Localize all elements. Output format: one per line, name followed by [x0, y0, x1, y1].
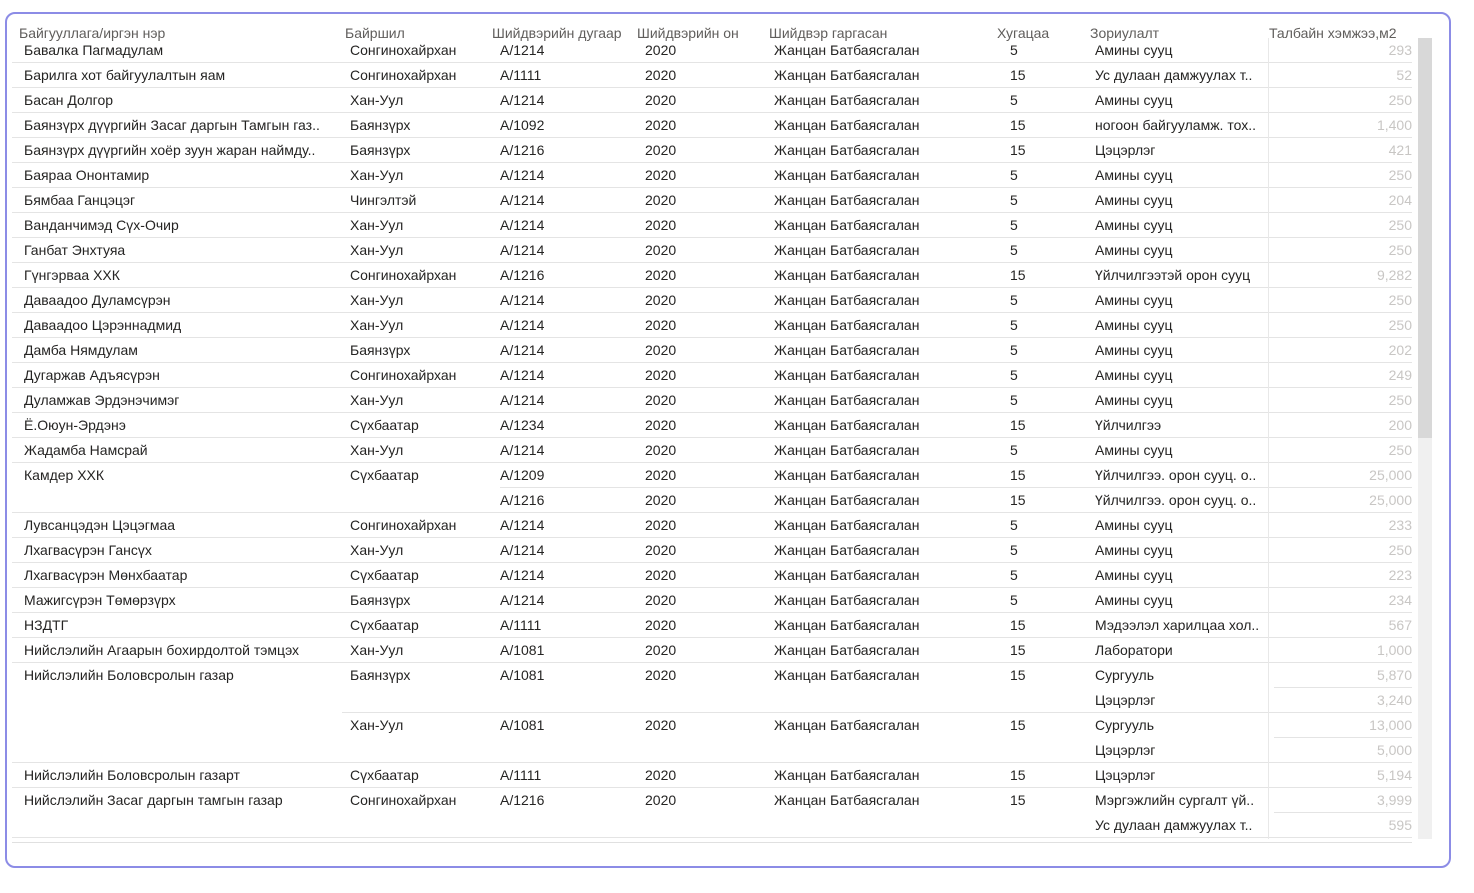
cell-term[interactable]: 15	[1010, 142, 1026, 158]
cell-term[interactable]: 5	[1010, 317, 1018, 333]
cell-decree-year[interactable]: 2020	[645, 192, 677, 208]
cell-org[interactable]: НЗДТГ	[24, 617, 69, 633]
cell-term[interactable]: 15	[1010, 492, 1026, 508]
cell-location[interactable]: Баянзүрх	[350, 592, 411, 608]
cell-org[interactable]: Камдер ХХК	[24, 467, 105, 483]
cell-purpose[interactable]: Амины сууц	[1095, 392, 1173, 408]
cell-location[interactable]: Хан-Уул	[350, 642, 404, 658]
cell-area[interactable]: 250	[1388, 242, 1412, 258]
cell-purpose[interactable]: Амины сууц	[1095, 342, 1173, 358]
cell-purpose[interactable]: Үйлчилгээтэй орон сууц	[1095, 267, 1251, 283]
cell-purpose[interactable]: Амины сууц	[1095, 167, 1173, 183]
cell-issuer[interactable]: Жанцан Батбаясгалан	[774, 392, 920, 408]
cell-issuer[interactable]: Жанцан Батбаясгалан	[774, 317, 920, 333]
cell-term[interactable]: 5	[1010, 167, 1018, 183]
cell-org[interactable]: Басан Долгор	[24, 92, 114, 108]
cell-purpose[interactable]: Мэргэжлийн сургалт үй..	[1095, 792, 1255, 808]
cell-location[interactable]: Хан-Уул	[350, 542, 404, 558]
cell-decree-no[interactable]: А/1111	[500, 617, 542, 633]
cell-decree-year[interactable]	[645, 813, 765, 838]
cell-decree-no[interactable]: А/1214	[500, 42, 545, 58]
cell-area[interactable]: 250	[1388, 292, 1412, 308]
cell-area[interactable]: 3,240	[1376, 692, 1412, 708]
cell-issuer[interactable]: Жанцан Батбаясгалан	[774, 342, 920, 358]
cell-decree-no[interactable]: А/1216	[500, 267, 545, 283]
cell-org[interactable]: Бямбаа Ганцэцэг	[24, 192, 136, 208]
cell-term[interactable]	[1010, 738, 1080, 763]
cell-issuer[interactable]: Жанцан Батбаясгалан	[774, 517, 920, 533]
cell-decree-no[interactable]: А/1216	[500, 492, 545, 508]
cell-decree-year[interactable]: 2020	[645, 367, 677, 383]
cell-location[interactable]: Хан-Уул	[350, 217, 404, 233]
header-purpose[interactable]: Зориулалт	[1090, 25, 1160, 41]
cell-area[interactable]: 5,194	[1376, 767, 1412, 783]
cell-location[interactable]: Хан-Уул	[350, 92, 404, 108]
cell-decree-year[interactable]: 2020	[645, 392, 677, 408]
cell-issuer[interactable]: Жанцан Батбаясгалан	[774, 567, 920, 583]
cell-area[interactable]: 223	[1388, 567, 1412, 583]
cell-purpose[interactable]: Амины сууц	[1095, 542, 1173, 558]
cell-term[interactable]: 15	[1010, 792, 1026, 808]
cell-org[interactable]: Баянзүрх дүүргийн хоёр зуун жаран наймду..	[24, 142, 316, 158]
cell-area[interactable]: 202	[1388, 342, 1412, 358]
cell-org[interactable]	[24, 738, 342, 763]
cell-purpose[interactable]: Сургууль	[1095, 667, 1155, 683]
cell-term[interactable]: 5	[1010, 592, 1018, 608]
cell-decree-year[interactable]: 2020	[645, 292, 677, 308]
cell-org[interactable]	[24, 488, 342, 513]
header-location[interactable]: Байршил	[345, 25, 405, 41]
cell-issuer[interactable]: Жанцан Батбаясгалан	[774, 42, 920, 58]
cell-issuer[interactable]: Жанцан Батбаясгалан	[774, 92, 920, 108]
cell-decree-no[interactable]: А/1214	[500, 317, 545, 333]
cell-issuer[interactable]: Жанцан Батбаясгалан	[774, 117, 920, 133]
cell-org[interactable]: Барилга хот байгуулалтын яам	[24, 67, 226, 83]
cell-term[interactable]: 5	[1010, 517, 1018, 533]
cell-issuer[interactable]: Жанцан Батбаясгалан	[774, 767, 920, 783]
cell-decree-year[interactable]: 2020	[645, 42, 677, 58]
cell-decree-no[interactable]: А/1081	[500, 642, 545, 658]
cell-decree-year[interactable]	[645, 688, 765, 713]
cell-area[interactable]: 250	[1388, 392, 1412, 408]
cell-area[interactable]: 234	[1388, 592, 1412, 608]
cell-org[interactable]: Даваадоо Дуламсүрэн	[24, 292, 171, 308]
cell-decree-year[interactable]: 2020	[645, 717, 677, 733]
header-area[interactable]: Талбайн хэмжээ,м2	[1269, 25, 1397, 41]
header-term[interactable]: Хугацаа	[997, 25, 1050, 41]
cell-decree-no[interactable]: А/1214	[500, 92, 545, 108]
cell-issuer[interactable]: Жанцан Батбаясгалан	[774, 667, 920, 683]
cell-location[interactable]: Баянзүрх	[350, 117, 411, 133]
cell-term[interactable]: 15	[1010, 667, 1026, 683]
cell-decree-year[interactable]: 2020	[645, 167, 677, 183]
cell-org[interactable]: Ё.Оюун-Эрдэнэ	[24, 417, 126, 433]
cell-issuer[interactable]: Жанцан Батбаясгалан	[774, 367, 920, 383]
cell-org[interactable]: Нийслэлийн Засаг даргын тамгын газар	[24, 792, 283, 808]
cell-area[interactable]: 250	[1388, 217, 1412, 233]
cell-decree-no[interactable]: А/1214	[500, 367, 545, 383]
cell-org[interactable]: Даваадоо Цэрэннадмид	[24, 317, 182, 333]
cell-decree-year[interactable]: 2020	[645, 242, 677, 258]
cell-purpose[interactable]: Мэдээлэл харилцаа хол..	[1095, 617, 1260, 633]
cell-purpose[interactable]: Амины сууц	[1095, 592, 1173, 608]
cell-location[interactable]	[350, 738, 490, 763]
cell-area[interactable]: 249	[1388, 367, 1412, 383]
cell-decree-no[interactable]: А/1214	[500, 167, 545, 183]
cell-issuer[interactable]: Жанцан Батбаясгалан	[774, 642, 920, 658]
cell-decree-no[interactable]: А/1214	[500, 292, 545, 308]
cell-location[interactable]	[350, 688, 490, 713]
cell-purpose[interactable]: Амины сууц	[1095, 567, 1173, 583]
cell-area[interactable]: 1,000	[1376, 642, 1412, 658]
cell-purpose[interactable]: Амины сууц	[1095, 317, 1173, 333]
cell-location[interactable]: Сүхбаатар	[350, 617, 419, 633]
cell-decree-no[interactable]	[500, 738, 630, 763]
cell-decree-no[interactable]: А/1216	[500, 142, 545, 158]
cell-term[interactable]: 5	[1010, 442, 1018, 458]
cell-decree-year[interactable]: 2020	[645, 317, 677, 333]
cell-purpose[interactable]: Амины сууц	[1095, 242, 1173, 258]
cell-term[interactable]: 15	[1010, 617, 1026, 633]
cell-purpose[interactable]: Цэцэрлэг	[1095, 767, 1156, 783]
cell-decree-no[interactable]: А/1214	[500, 192, 545, 208]
cell-location[interactable]	[350, 488, 490, 513]
cell-decree-no[interactable]: А/1214	[500, 342, 545, 358]
cell-area[interactable]: 250	[1388, 167, 1412, 183]
cell-org[interactable]: Нийслэлийн Агаарын бохирдолтой тэмцэх	[24, 642, 300, 658]
cell-purpose[interactable]: Үйлчилгээ. орон сууц. о..	[1095, 492, 1257, 508]
cell-area[interactable]: 595	[1388, 817, 1412, 833]
cell-location[interactable]: Сонгинохайрхан	[350, 42, 457, 58]
cell-area[interactable]: 250	[1388, 442, 1412, 458]
cell-purpose[interactable]: Ус дулаан дамжуулах т..	[1095, 817, 1253, 833]
cell-decree-no[interactable]: А/1081	[500, 717, 545, 733]
cell-area[interactable]: 250	[1388, 92, 1412, 108]
cell-purpose[interactable]: Сургууль	[1095, 717, 1155, 733]
cell-decree-no[interactable]: А/1214	[500, 517, 545, 533]
cell-term[interactable]	[1010, 813, 1080, 838]
cell-purpose[interactable]: Цэцэрлэг	[1095, 142, 1156, 158]
cell-location[interactable]: Сонгинохайрхан	[350, 367, 457, 383]
cell-area[interactable]: 52	[1396, 67, 1412, 83]
cell-term[interactable]: 5	[1010, 242, 1018, 258]
cell-decree-year[interactable]: 2020	[645, 667, 677, 683]
cell-decree-no[interactable]: А/1214	[500, 592, 545, 608]
cell-term[interactable]: 5	[1010, 392, 1018, 408]
cell-org[interactable]: Жадамба Намсрай	[24, 442, 148, 458]
row-divider	[12, 837, 1412, 838]
cell-issuer[interactable]: Жанцан Батбаясгалан	[774, 67, 920, 83]
cell-area[interactable]: 13,000	[1369, 717, 1412, 733]
cell-area[interactable]: 567	[1388, 617, 1412, 633]
cell-issuer[interactable]	[774, 688, 984, 713]
cell-area[interactable]: 421	[1388, 142, 1412, 158]
cell-area[interactable]: 233	[1388, 517, 1412, 533]
header-issuer[interactable]: Шийдвэр гаргасан	[769, 25, 888, 41]
cell-decree-year[interactable]: 2020	[645, 342, 677, 358]
cell-issuer[interactable]: Жанцан Батбаясгалан	[774, 467, 920, 483]
cell-location[interactable]: Сүхбаатар	[350, 467, 419, 483]
cell-decree-year[interactable]: 2020	[645, 617, 677, 633]
cell-term[interactable]: 15	[1010, 467, 1026, 483]
cell-location[interactable]: Сонгинохайрхан	[350, 792, 457, 808]
cell-decree-no[interactable]: А/1216	[500, 792, 545, 808]
cell-org[interactable]: Лхагвасүрэн Гансүх	[24, 542, 152, 558]
cell-issuer[interactable]: Жанцан Батбаясгалан	[774, 267, 920, 283]
cell-area[interactable]: 5,870	[1376, 667, 1412, 683]
cell-decree-no[interactable]: А/1111	[500, 67, 542, 83]
cell-term[interactable]: 5	[1010, 292, 1018, 308]
cell-location[interactable]: Сүхбаатар	[350, 567, 419, 583]
cell-org[interactable]: Баяраа Ононтамир	[24, 167, 150, 183]
cell-location[interactable]: Баянзүрх	[350, 142, 411, 158]
cell-location[interactable]: Сүхбаатар	[350, 417, 419, 433]
cell-issuer[interactable]: Жанцан Батбаясгалан	[774, 442, 920, 458]
cell-decree-year[interactable]: 2020	[645, 217, 677, 233]
cell-area[interactable]: 1,400	[1376, 117, 1412, 133]
cell-issuer[interactable]: Жанцан Батбаясгалан	[774, 592, 920, 608]
cell-location[interactable]: Хан-Уул	[350, 442, 404, 458]
cell-org[interactable]: Ванданчимэд Сүх-Очир	[24, 217, 179, 233]
cell-purpose[interactable]: Үйлчилгээ. орон сууц. о..	[1095, 467, 1257, 483]
cell-term[interactable]: 15	[1010, 642, 1026, 658]
cell-term[interactable]: 5	[1010, 567, 1018, 583]
cell-term[interactable]: 5	[1010, 217, 1018, 233]
cell-purpose[interactable]: Амины сууц	[1095, 192, 1173, 208]
cell-decree-no[interactable]: А/1214	[500, 442, 545, 458]
cell-area[interactable]: 250	[1388, 542, 1412, 558]
cell-decree-year[interactable]	[645, 738, 765, 763]
cell-issuer[interactable]	[774, 738, 984, 763]
cell-term[interactable]: 5	[1010, 342, 1018, 358]
cell-org[interactable]: Дамба Нямдулам	[24, 342, 138, 358]
cell-location[interactable]: Сүхбаатар	[350, 767, 419, 783]
cell-decree-year[interactable]: 2020	[645, 142, 677, 158]
cell-decree-no[interactable]	[500, 688, 630, 713]
cell-decree-no[interactable]: А/1081	[500, 667, 545, 683]
cell-decree-no[interactable]: А/1111	[500, 767, 542, 783]
cell-decree-no[interactable]: А/1214	[500, 392, 545, 408]
table-body	[12, 38, 1412, 839]
cell-term[interactable]: 15	[1010, 717, 1026, 733]
cell-decree-year[interactable]: 2020	[645, 117, 677, 133]
cell-issuer[interactable]: Жанцан Батбаясгалан	[774, 617, 920, 633]
cell-org[interactable]: Нийслэлийн Боловсролын газарт	[24, 767, 240, 783]
cell-purpose[interactable]: Амины сууц	[1095, 92, 1173, 108]
cell-decree-year[interactable]: 2020	[645, 442, 677, 458]
cell-location[interactable]: Баянзүрх	[350, 342, 411, 358]
cell-decree-year[interactable]: 2020	[645, 417, 677, 433]
cell-location[interactable]: Чингэлтэй	[350, 192, 417, 208]
cell-purpose[interactable]: Амины сууц	[1095, 367, 1173, 383]
cell-term[interactable]: 5	[1010, 92, 1018, 108]
cell-area[interactable]: 25,000	[1369, 467, 1412, 483]
cell-term[interactable]: 5	[1010, 192, 1018, 208]
cell-purpose[interactable]: Амины сууц	[1095, 217, 1173, 233]
cell-term[interactable]: 5	[1010, 367, 1018, 383]
cell-purpose[interactable]: Лаборатори	[1095, 642, 1173, 658]
cell-decree-no[interactable]	[500, 813, 630, 838]
cell-area[interactable]: 5,000	[1376, 742, 1412, 758]
header-decree-year[interactable]: Шийдвэрийн он	[637, 25, 739, 41]
cell-purpose[interactable]: Цэцэрлэг	[1095, 692, 1156, 708]
cell-decree-year[interactable]: 2020	[645, 517, 677, 533]
header-decree-no[interactable]: Шийдвэрийн дугаар	[492, 25, 622, 41]
cell-location[interactable]: Сонгинохайрхан	[350, 517, 457, 533]
cell-issuer[interactable]: Жанцан Батбаясгалан	[774, 242, 920, 258]
cell-location[interactable]: Хан-Уул	[350, 167, 404, 183]
cell-decree-year[interactable]: 2020	[645, 492, 677, 508]
cell-term[interactable]: 15	[1010, 767, 1026, 783]
cell-decree-no[interactable]: А/1214	[500, 567, 545, 583]
cell-org[interactable]: Дуламжав Эрдэнэчимэг	[24, 392, 180, 408]
cell-decree-year[interactable]: 2020	[645, 467, 677, 483]
cell-org[interactable]: Баянзүрх дүүргийн Засаг даргын Тамгын газ..	[24, 117, 320, 133]
cell-purpose[interactable]: Ус дулаан дамжуулах т..	[1095, 67, 1253, 83]
cell-location[interactable]: Хан-Уул	[350, 292, 404, 308]
cell-decree-year[interactable]: 2020	[645, 792, 677, 808]
cell-decree-year[interactable]: 2020	[645, 592, 677, 608]
cell-decree-no[interactable]: А/1214	[500, 217, 545, 233]
cell-location[interactable]: Хан-Уул	[350, 717, 404, 733]
cell-decree-year[interactable]: 2020	[645, 567, 677, 583]
cell-issuer[interactable]: Жанцан Батбаясгалан	[774, 717, 920, 733]
cell-term[interactable]: 5	[1010, 542, 1018, 558]
cell-org[interactable]: Мажигсүрэн Төмөрзүрх	[24, 592, 176, 608]
cell-term[interactable]: 15	[1010, 117, 1026, 133]
cell-purpose[interactable]: Амины сууц	[1095, 292, 1173, 308]
scrollbar-thumb[interactable]	[1418, 38, 1432, 438]
cell-issuer[interactable]: Жанцан Батбаясгалан	[774, 792, 920, 808]
cell-decree-year[interactable]: 2020	[645, 267, 677, 283]
cell-purpose[interactable]: Цэцэрлэг	[1095, 742, 1156, 758]
cell-decree-no[interactable]: А/1209	[500, 467, 545, 483]
cell-issuer[interactable]: Жанцан Батбаясгалан	[774, 142, 920, 158]
cell-issuer[interactable]: Жанцан Батбаясгалан	[774, 417, 920, 433]
cell-location[interactable]	[350, 813, 490, 838]
area-column-border	[1268, 38, 1269, 839]
cell-issuer[interactable]: Жанцан Батбаясгалан	[774, 167, 920, 183]
cell-purpose[interactable]: ногоон байгууламж. тох..	[1095, 117, 1256, 133]
cell-decree-year[interactable]: 2020	[645, 642, 677, 658]
cell-org[interactable]: Гүнгэрваа ХХК	[24, 267, 120, 283]
cell-area[interactable]: 25,000	[1369, 492, 1412, 508]
cell-location[interactable]: Хан-Уул	[350, 392, 404, 408]
cell-issuer[interactable]: Жанцан Батбаясгалан	[774, 217, 920, 233]
cell-org[interactable]: Бавалка Пагмадулам	[24, 42, 164, 58]
cell-issuer[interactable]: Жанцан Батбаясгалан	[774, 192, 920, 208]
cell-term[interactable]: 15	[1010, 417, 1026, 433]
vertical-scrollbar[interactable]	[1418, 38, 1432, 839]
cell-area[interactable]: 200	[1388, 417, 1412, 433]
cell-decree-no[interactable]: А/1214	[500, 242, 545, 258]
cell-term[interactable]: 15	[1010, 67, 1026, 83]
cell-purpose[interactable]: Үйлчилгээ	[1095, 417, 1162, 433]
cell-area[interactable]: 250	[1388, 317, 1412, 333]
cell-org[interactable]: Дугаржав Адъясүрэн	[24, 367, 160, 383]
cell-term[interactable]: 15	[1010, 267, 1026, 283]
cell-purpose[interactable]: Амины сууц	[1095, 517, 1173, 533]
cell-org[interactable]: Лхагвасүрэн Мөнхбаатар	[24, 567, 188, 583]
cell-decree-year[interactable]: 2020	[645, 92, 677, 108]
cell-location[interactable]: Баянзүрх	[350, 667, 411, 683]
cell-term[interactable]: 5	[1010, 42, 1018, 58]
cell-purpose[interactable]: Амины сууц	[1095, 42, 1173, 58]
cell-area[interactable]: 293	[1388, 42, 1412, 58]
cell-org[interactable]: Лувсанцэдэн Цэцэгмаа	[24, 517, 176, 533]
cell-location[interactable]: Сонгинохайрхан	[350, 267, 457, 283]
cell-org[interactable]: Нийслэлийн Боловсролын газар	[24, 667, 234, 683]
cell-decree-year[interactable]: 2020	[645, 67, 677, 83]
cell-purpose[interactable]: Амины сууц	[1095, 442, 1173, 458]
cell-area[interactable]: 204	[1388, 192, 1412, 208]
cell-issuer[interactable]	[774, 813, 984, 838]
cell-org[interactable]	[24, 713, 342, 738]
cell-location[interactable]: Хан-Уул	[350, 317, 404, 333]
cell-location[interactable]: Сонгинохайрхан	[350, 67, 457, 83]
cell-decree-no[interactable]: А/1092	[500, 117, 545, 133]
cell-org[interactable]	[24, 688, 342, 713]
cell-term[interactable]	[1010, 688, 1080, 713]
header-org[interactable]: Байгууллага/иргэн нэр	[19, 25, 166, 41]
cell-area[interactable]: 9,282	[1376, 267, 1412, 283]
cell-issuer[interactable]: Жанцан Батбаясгалан	[774, 542, 920, 558]
cell-decree-year[interactable]: 2020	[645, 767, 677, 783]
cell-org[interactable]: Ганбат Энхтуяа	[24, 242, 126, 258]
cell-location[interactable]: Хан-Уул	[350, 242, 404, 258]
cell-decree-year[interactable]: 2020	[645, 542, 677, 558]
cell-issuer[interactable]: Жанцан Батбаясгалан	[774, 292, 920, 308]
cell-decree-no[interactable]: А/1214	[500, 542, 545, 558]
cell-org[interactable]	[24, 813, 342, 838]
table-bottom-border	[12, 842, 1412, 843]
cell-issuer[interactable]: Жанцан Батбаясгалан	[774, 492, 920, 508]
cell-area[interactable]: 3,999	[1376, 792, 1412, 808]
cell-decree-no[interactable]: А/1234	[500, 417, 545, 433]
